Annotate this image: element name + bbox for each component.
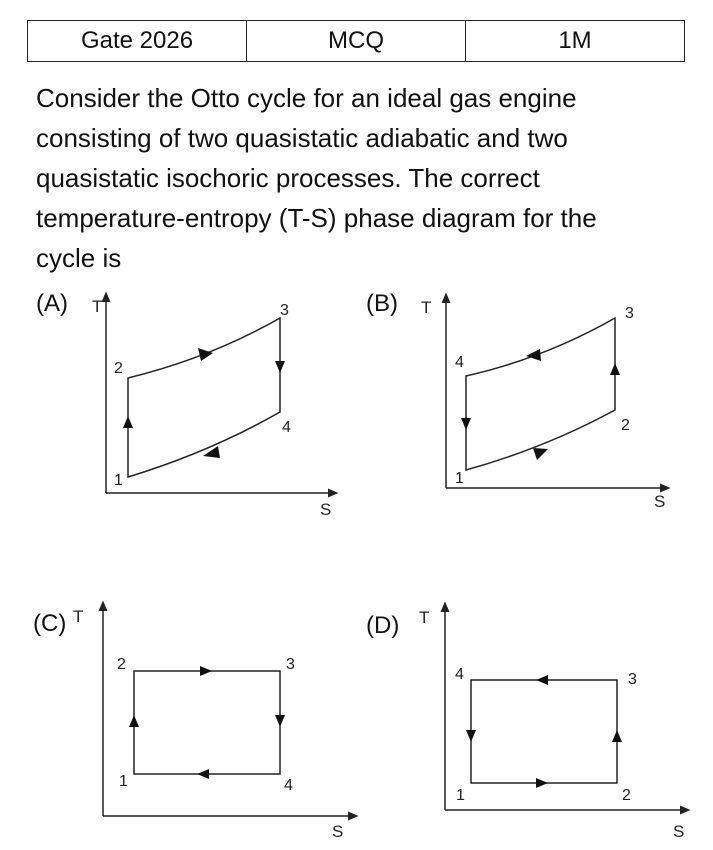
question-line: quasistatic isochoric processes. The correct	[36, 163, 540, 193]
diagram-c[interactable]	[73, 605, 354, 841]
arrow-left-icon	[526, 349, 541, 361]
cycle-path	[134, 671, 280, 774]
s-axis-label: S	[332, 822, 344, 841]
point-2-label: 2	[622, 787, 631, 804]
diagram-d[interactable]	[419, 606, 686, 841]
arrow-down-icon	[466, 730, 476, 742]
arrow-up-icon	[129, 715, 139, 727]
arrow-down-icon	[461, 418, 471, 430]
arrow-down-icon	[275, 715, 285, 727]
exam-name-cell: Gate 2026	[28, 21, 247, 62]
diagram-b[interactable]	[421, 297, 666, 511]
t-axis-label: T	[92, 297, 103, 316]
arrow-right-icon	[198, 348, 213, 361]
s-axis-label: S	[673, 822, 685, 841]
marks-cell: 1M	[466, 21, 685, 62]
option-d-label[interactable]: (D)	[366, 612, 400, 639]
point-1-label: 1	[114, 472, 123, 489]
arrow-up-icon	[612, 730, 622, 742]
point-4-label: 4	[455, 354, 464, 371]
point-3-label: 3	[628, 671, 637, 688]
arrow-right-icon	[200, 666, 212, 676]
point-1-label: 1	[456, 787, 465, 804]
point-3-label: 3	[280, 302, 289, 319]
question-type-cell: MCQ	[247, 21, 466, 62]
point-4-label: 4	[282, 419, 291, 436]
point-3-label: 3	[286, 656, 295, 673]
point-1-label: 1	[119, 773, 128, 790]
arrow-down-icon	[275, 361, 285, 373]
s-axis-label: S	[320, 500, 332, 519]
option-c-label[interactable]: (C)	[33, 610, 67, 637]
arrow-left-icon	[203, 446, 220, 458]
arrow-right-icon	[533, 448, 548, 460]
question-line: consisting of two quasistatic adiabatic and two	[36, 123, 568, 153]
option-b-label[interactable]: (B)	[366, 290, 398, 317]
s-axis-label: S	[654, 492, 666, 511]
arrow-left-icon	[197, 769, 209, 779]
point-2-label: 2	[117, 656, 126, 673]
point-2-label: 2	[114, 360, 123, 377]
arrow-up-icon	[610, 363, 620, 375]
t-axis-label: T	[73, 607, 84, 626]
option-a-label[interactable]: (A)	[36, 290, 68, 317]
point-1-label: 1	[455, 470, 464, 487]
arrow-left-icon	[536, 675, 548, 685]
question-line: temperature-entropy (T-S) phase diagram for the	[36, 203, 597, 233]
point-4-label: 4	[455, 666, 464, 683]
cycle-path	[466, 318, 615, 470]
question-line: Consider the Otto cycle for an ideal gas engine	[36, 83, 577, 113]
t-axis-label: T	[419, 608, 430, 627]
cycle-path	[471, 680, 617, 783]
point-3-label: 3	[625, 305, 634, 322]
question-line: cycle is	[36, 243, 122, 273]
cycle-path	[128, 318, 280, 477]
point-2-label: 2	[621, 417, 630, 434]
point-4-label: 4	[284, 777, 293, 794]
t-axis-label: T	[421, 298, 432, 317]
arrow-up-icon	[123, 416, 133, 428]
arrow-right-icon	[536, 778, 548, 788]
diagram-a[interactable]	[92, 296, 334, 519]
